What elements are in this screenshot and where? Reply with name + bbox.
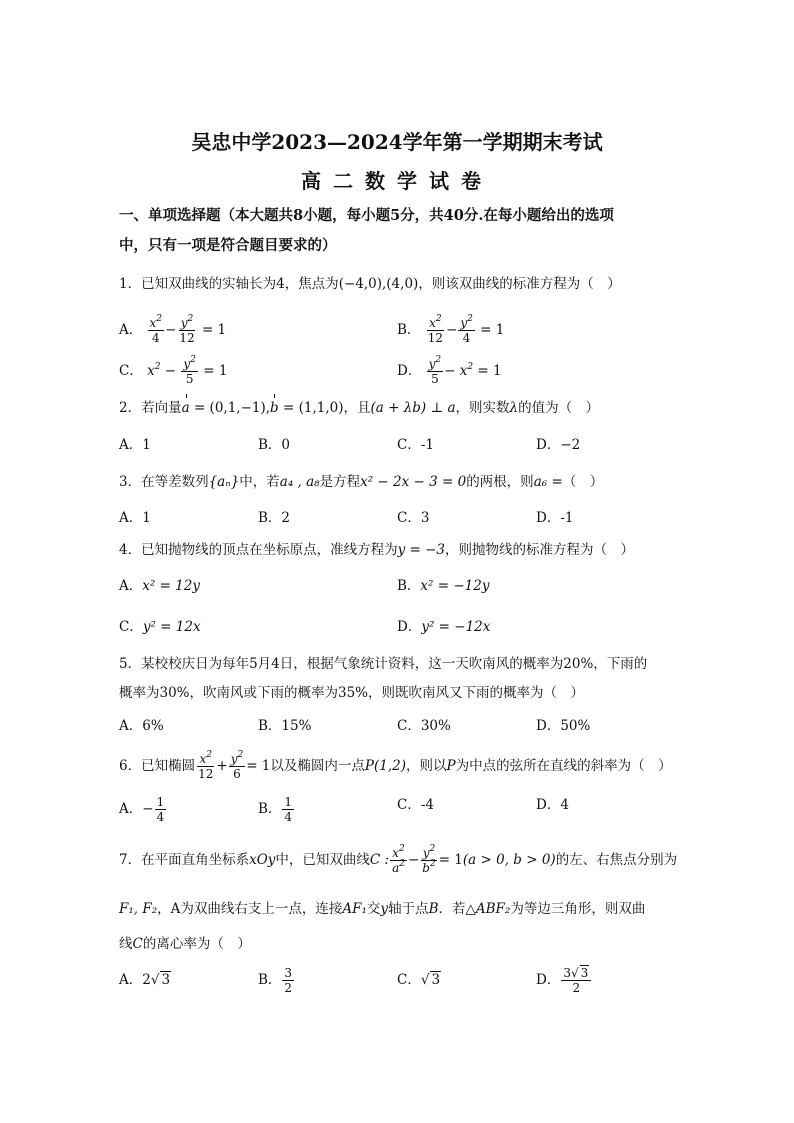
q2-option-a[interactable]: A．1: [119, 437, 151, 453]
q7-option-c[interactable]: C．√ 3: [397, 972, 441, 988]
q5-option-a[interactable]: A．6%: [119, 718, 164, 734]
q3-option-c[interactable]: C．3: [397, 510, 430, 526]
section-heading-cont: 中，只有一项是符合题目要求的）: [119, 237, 337, 254]
q7-option-a[interactable]: A．2√ 3: [119, 972, 171, 988]
q3-option-b[interactable]: B．2: [258, 510, 291, 526]
q6-option-b[interactable]: B． $\frac{1}{4}$: [258, 795, 293, 824]
q2-option-b[interactable]: B．0: [258, 437, 291, 453]
section-heading: 一、单项选择题（本大题共8小题，每小题5分，共40分.在每小题给出的选项: [119, 207, 614, 224]
question-4: 4．已知抛物线的顶点在坐标原点，准线方程为y = −3，则抛物线的标准方程为（ ）: [119, 542, 635, 558]
q2-option-c[interactable]: C．-1: [397, 437, 434, 453]
question-5-cont: 概率为30%，吹南风或下雨的概率为35%，则既吹南风又下雨的概率为（ ）: [119, 685, 585, 701]
q1-option-b[interactable]: B． $\frac{x^2}{12}$ − $\frac{y^2}{4}$ = 1: [397, 314, 505, 345]
q5-option-c[interactable]: C．30%: [397, 718, 451, 734]
exam-title: 吴忠中学2023—2024学年第一学期期末考试: [191, 130, 603, 154]
q4-option-a[interactable]: A．x² = 12y: [119, 578, 200, 594]
q1-option-c[interactable]: C． $x^2$ − $\frac{y^2}{5}$ = 1: [119, 355, 228, 386]
q6-option-c[interactable]: C．-4: [397, 797, 434, 813]
question-7-cont: F₁, F₂，A为双曲线右支上一点，连接AF₁交y轴于点B．若△ABF₂为等边三角形，则双曲: [119, 901, 646, 917]
q4-option-c[interactable]: C．y² = 12x: [119, 619, 201, 635]
question-7-cont2: 线C的离心率为（ ）: [119, 936, 251, 952]
q3-option-d[interactable]: D．-1: [536, 510, 574, 526]
question-5: 5．某校校庆日为每年5月4日，根据气象统计资料，这一天吹南风的概率为20%，下雨的: [119, 656, 648, 672]
question-6: 6．已知椭圆 $\frac{x^2}{12}$ + $\frac{y^2}{6}$ = 1以及椭圆内一点P(1,2)，则以P为中点的弦所在直线的斜率为（ ）: [119, 750, 672, 781]
question-3: 3．在等差数列{aₙ}中，若a₄ , a₈是方程x² − 2x − 3 = 0的两根，则a₆ =（ ）: [119, 474, 604, 490]
q7-option-d[interactable]: D． $\frac{3√ 3}{2}$: [536, 966, 592, 995]
q5-option-b[interactable]: B．15%: [258, 718, 312, 734]
q5-option-d[interactable]: D．50%: [536, 718, 591, 734]
q6-option-d[interactable]: D．4: [536, 797, 569, 813]
question-7: 7．在平面直角坐标系xOy中，已知双曲线C : $\frac{x^2}{a^2}$ − $\frac{y^2}{b^2}$ = 1(a > 0, b > 0)的左、右焦点分别为: [119, 844, 678, 875]
q4-option-d[interactable]: D．y² = −12x: [397, 619, 491, 635]
q3-option-a[interactable]: A．1: [119, 510, 151, 526]
q7-option-b[interactable]: B． $\frac{3}{2}$: [258, 966, 293, 995]
question-2: 2．若向量a = (0,1,−1),b = (1,1,0)，且(a + λb) ⊥ a，则实数λ的值为（ ）: [119, 400, 600, 416]
q6-option-a[interactable]: A．− $\frac{1}{4}$: [119, 795, 165, 824]
q2-option-d[interactable]: D．−2: [536, 437, 581, 453]
q1-option-d[interactable]: D． $\frac{y^2}{5}$ − $x^2 = 1$: [397, 355, 502, 386]
q1-option-a[interactable]: A． $\frac{x^2}{4}$ − $\frac{y^2}{12}$ = 1: [119, 314, 227, 345]
exam-subtitle: 高二数学试卷: [301, 169, 493, 193]
q4-option-b[interactable]: B．x² = −12y: [397, 578, 490, 594]
question-1: 1．已知双曲线的实轴长为4，焦点为(−4,0),(4,0)，则该双曲线的标准方程为（ ）: [119, 276, 621, 292]
